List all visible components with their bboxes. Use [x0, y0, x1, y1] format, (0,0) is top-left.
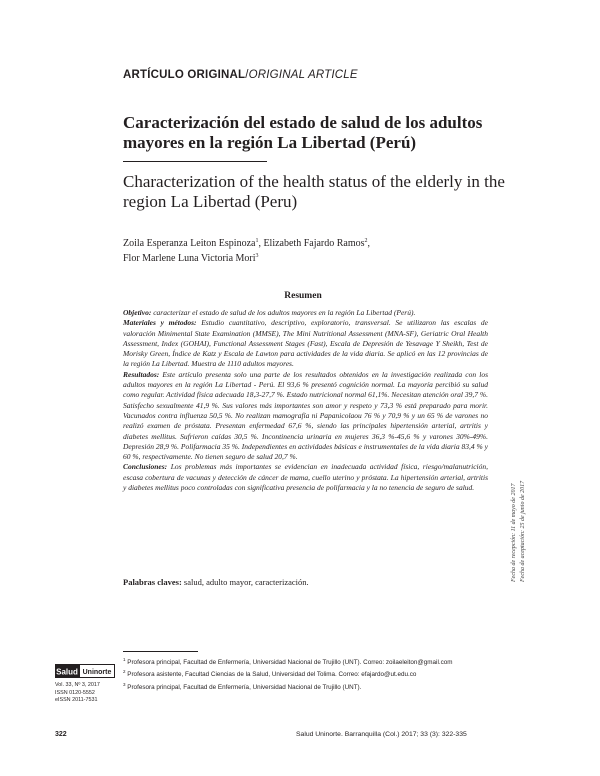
keywords [123, 577, 488, 587]
page-number: 322 [55, 731, 67, 738]
objective-text: caracterizar el estado de salud de los adultos mayores en la región La Libertad (Perú). [151, 308, 416, 317]
abstract-conclusions [123, 462, 488, 493]
footnote-1 [123, 655, 503, 667]
author-2: , Elizabeth Fajardo Ramos [258, 238, 365, 249]
results-text: Este artículo presenta solo una parte de los resultados obtenidos en la investigación realizada con los adultos mayores en la región La Libertad - Perú. El 93,6 % presentó cognición normal. La mayoría percibió su salud como regular. Actividad física adecuada 18,3-27,7 %. Estado nutricional normal 61,1%. Necesitan atención oral 39,7 %. Satisfecho sexualmente 41,9 %. Sus valores más importantes son amor y respeto y 73,3 % está preparado para morir. Vacunados contra influenza 50,5 %. No realizan mamografía ni Papanicolaou 76 % y 70,9 % y un 65 % de varones no realizó examen de próstata. Presentan enfermedad 67,6 %, siendo las principales hipertensión arterial, artritis y diabetes mellitus. Sufrieron caídas 30,5 %. Incontinencia urinaria en mujeres 36,3 %-45,6 % y varones 30%-49%. Depresión 28,9 %. Polifarmacia 35 %. Independientes en actividades básicas e instrumentales de la vida diaria 83,4 % y 60 %, respectivamente. No tienen seguro de salud 20,7 %. [123, 369, 488, 462]
abstract-heading: Resumen [284, 291, 322, 301]
keywords-label: Palabras claves: [123, 577, 182, 587]
running-footer: Salud Uninorte. Barranquilla (Col.) 2017; 33 (3): 322-335 [296, 731, 467, 738]
title-divider [123, 161, 267, 162]
footnote-3 [123, 680, 503, 692]
abstract-body [123, 308, 488, 493]
abstract-methods [123, 318, 488, 369]
article-type-separator: / [245, 69, 249, 81]
submission-dates [510, 432, 536, 582]
objective-label: Objetivo: [123, 308, 152, 317]
author-3-affiliation: 3 [255, 253, 259, 259]
author-1: Zoila Esperanza Leiton Espinoza [123, 238, 256, 249]
footnote-3-marker: 3 [123, 681, 126, 687]
conclusions-label: Conclusiones: [123, 462, 168, 472]
methods-text: Estudio cuantitativo, descriptivo, exploratorio, transversal. Se utilizaron las escalas de valoración Minimental State Examination (MMSE), The Mini Nutritional Assessment (MNA-SF), Geriatric Oral Health Assessment, Index (GOHAI), Functional Assessment Stages (Fast), Escala de Depresión de Yesavage Y Sheikh, Test de Morisky Green, Índice de Katz y Escala de Lawton para actividades de la vida diaria. Se aplicó en las 12 provincias de la región La Libertad. Muestra de 1110 adultos mayores. [123, 318, 488, 369]
methods-label: Materiales y métodos: [123, 318, 197, 328]
journal-info [55, 682, 125, 705]
title-spanish: Caracterización del estado de salud de los adultos mayores en la región La Libertad (Perú) [123, 113, 483, 152]
footnote-2-marker: 2 [123, 669, 126, 675]
received-date: Fecha de recepción: 11 de mayo de 2017 [511, 483, 517, 582]
journal-issn: ISSN 0120-5552 [55, 689, 95, 696]
article-type-label [123, 69, 358, 81]
journal-eissn: eISSN 2011-7531 [55, 697, 98, 704]
footnote-3-text: Profesora principal, Facultad de Enfermería, Universidad Nacional de Trujillo (UNT). [125, 683, 362, 691]
article-type-en: ORIGINAL ARTICLE [248, 69, 358, 81]
journal-logo [55, 664, 115, 678]
author-2-affiliation: 2 [364, 238, 368, 244]
abstract-objective [123, 308, 488, 318]
journal-volume: Vol. 33, Nº 3, 2017 [55, 682, 100, 688]
footnote-1-text: Profesora principal, Facultad de Enfermería, Universidad Nacional de Trujillo (UNT). Correo: zoilaeleiton@gmail.com [125, 659, 453, 666]
footnote-2-text: Profesora asistente, Facultad Ciencias de la Salud, Universidad del Tolima. Correo: efajardo@ut.edu.co [125, 671, 417, 679]
keywords-text: salud, adulto mayor, caracterización. [181, 577, 309, 587]
accepted-date: Fecha de aceptación: 25 de junio de 2017 [519, 480, 526, 582]
author-3: Flor Marlene Luna Victoria Mori [123, 253, 256, 264]
footnote-1-marker: 1 [123, 657, 126, 662]
logo-text-a: Salud [56, 667, 78, 677]
footnote-2 [123, 667, 503, 679]
journal-logo-graphic [55, 664, 115, 678]
abstract-results [123, 370, 488, 463]
logo-text-b: Uninorte [82, 669, 112, 676]
results-label: Resultados: [123, 369, 160, 379]
author-list [123, 235, 503, 265]
title-english: Characterization of the health status of the elderly in the region La Libertad (Peru) [123, 172, 505, 211]
conclusions-text: Los problemas más importantes se evidencian en inadecuada actividad física, riesgo/malanutrición, escasa cobertura de vacunas y detección de cáncer de mama, cuello uterino y próstata. La hipertensión arterial, artritis y diabetes mellitus poco controladas con significativa presencia de polifarmacia y la no tenencia de seguro de salud. [123, 462, 488, 493]
author-separator: , [367, 238, 371, 249]
author-1-affiliation: 1 [255, 238, 259, 244]
footnote-divider [123, 651, 198, 652]
footnotes [123, 655, 503, 692]
article-type-es: ARTÍCULO ORIGINAL [123, 69, 246, 81]
